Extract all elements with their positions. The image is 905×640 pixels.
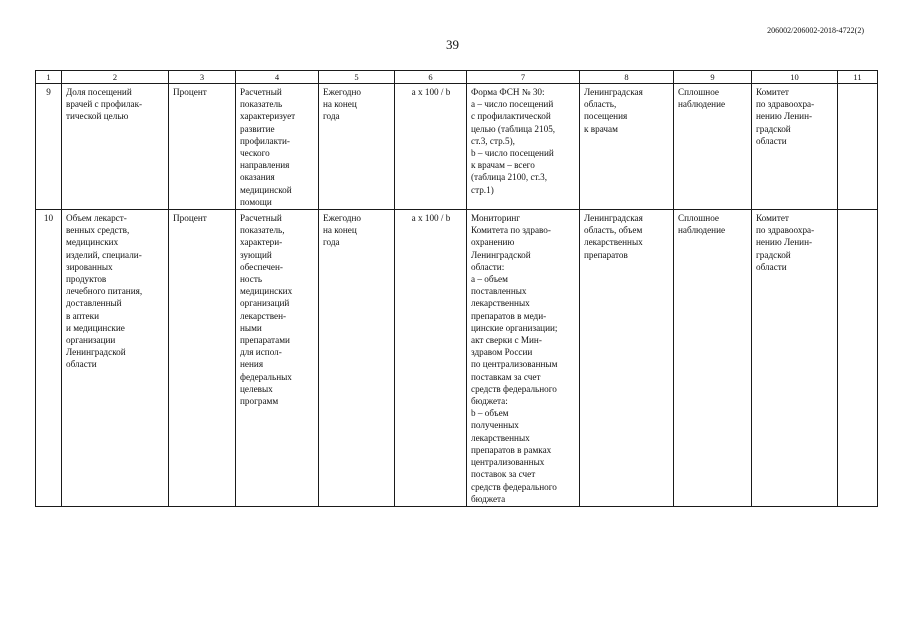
- cell-line: градской: [756, 249, 791, 260]
- cell-line: (таблица 2100, ст.3,: [471, 172, 548, 183]
- table-row: [36, 84, 878, 210]
- cell-line: области: [756, 135, 787, 146]
- cell-number: [36, 210, 62, 507]
- cell-indicator-name: [62, 84, 169, 210]
- cell-formula: [395, 84, 467, 210]
- cell-line: охранению: [471, 237, 515, 248]
- cell-line: область,: [584, 99, 617, 110]
- cell-line: бюджета:: [471, 396, 508, 407]
- cell-line: по здравоохра-: [756, 225, 815, 236]
- cell-definition: [236, 84, 319, 210]
- cell-line: характеризует: [240, 111, 296, 122]
- cell-line: Ленинградская: [584, 213, 643, 224]
- column-number-6: 6: [395, 71, 467, 84]
- cell-line: ными: [240, 322, 262, 333]
- cell-line: Сплошное: [678, 213, 719, 224]
- cell-line: в аптеки: [66, 310, 99, 321]
- cell-line: венных средств,: [66, 225, 130, 236]
- cell-line: a – объем: [471, 274, 508, 285]
- cell-line: ческого: [240, 148, 270, 159]
- column-number-row: [36, 71, 878, 84]
- cell-line: область, объем: [584, 225, 643, 236]
- cell-line: Мониторинг: [471, 213, 521, 224]
- cell-responsible: [752, 84, 838, 210]
- column-number-5: 5: [319, 71, 395, 84]
- cell-line: на конец: [323, 225, 357, 236]
- cell-definition: [236, 210, 319, 507]
- cell-line: профилакти-: [240, 135, 290, 146]
- cell-line: характери-: [240, 237, 283, 248]
- column-number-2: 2: [62, 71, 169, 84]
- cell-line: цинские организации;: [471, 322, 558, 333]
- cell-line: медицинской: [240, 184, 292, 195]
- cell-line: препаратами: [240, 335, 290, 346]
- indicator-table: [35, 70, 878, 507]
- cell-line: препаратов в меди-: [471, 310, 547, 321]
- cell-line: здравом России: [471, 347, 533, 358]
- cell-line: Ленинградской: [66, 347, 126, 358]
- cell-line: оказания: [240, 172, 275, 183]
- cell-indicator-name: [62, 210, 169, 507]
- column-number-10: 10: [752, 71, 838, 84]
- cell-line: Ежегодно: [323, 87, 361, 97]
- column-number-4: 4: [236, 71, 319, 84]
- cell-scope: [580, 210, 674, 507]
- cell-line: Расчетный: [240, 213, 282, 224]
- cell-line: года: [323, 237, 340, 248]
- cell-source: [467, 210, 580, 507]
- cell-line: медицинских: [66, 237, 119, 248]
- cell-line: a x 100 / b: [411, 213, 451, 224]
- cell-line: Форма ФСН № 30:: [471, 87, 545, 97]
- cell-line: ст.3, стр.5),: [471, 135, 515, 146]
- cell-line: организации: [66, 335, 116, 346]
- cell-line: Сплошное: [678, 87, 719, 97]
- column-number-7: 7: [467, 71, 580, 84]
- cell-line: Расчетный: [240, 87, 282, 97]
- cell-line: медицинских: [240, 286, 293, 297]
- cell-line: обеспечен-: [240, 261, 283, 272]
- column-number-11: 11: [838, 71, 878, 84]
- cell-line: продуктов: [66, 274, 107, 285]
- cell-formula: [395, 210, 467, 507]
- cell-line: зующий: [240, 249, 272, 260]
- cell-line: лекарственных: [471, 432, 530, 443]
- cell-line: стр.1): [471, 184, 494, 195]
- cell-line: целью (таблица 2105,: [471, 123, 556, 134]
- table-body: [36, 84, 878, 507]
- cell-line: 10: [43, 213, 54, 224]
- cell-responsible: [752, 210, 838, 507]
- cell-scope: [580, 84, 674, 210]
- cell-line: препаратов в рамках: [471, 444, 552, 455]
- table-row: [36, 210, 878, 507]
- cell-line: поставок за счет: [471, 469, 536, 480]
- cell-line: показатель: [240, 99, 283, 110]
- cell-line: акт сверки с Мин-: [471, 335, 542, 346]
- cell-line: лекарственных: [584, 237, 643, 248]
- cell-line: на конец: [323, 99, 357, 110]
- cell-line: нения: [240, 359, 264, 370]
- cell-method: [674, 84, 752, 210]
- page-number: 39: [446, 37, 459, 52]
- cell-line: помощи: [240, 196, 272, 207]
- cell-unit: [169, 210, 236, 507]
- cell-line: средств федерального: [471, 383, 557, 394]
- cell-periodicity: [319, 210, 395, 507]
- cell-line: b – число посещений: [471, 148, 554, 159]
- cell-line: поставкам за счет: [471, 371, 541, 382]
- cell-line: доставленный: [66, 298, 122, 309]
- cell-line: по централизованным: [471, 359, 558, 370]
- cell-line: врачей с профилак-: [66, 99, 143, 110]
- cell-line: показатель,: [240, 225, 285, 236]
- cell-line: года: [323, 111, 340, 122]
- cell-line: зированных: [66, 261, 113, 272]
- cell-line: поставленных: [471, 286, 527, 297]
- cell-line: тической целью: [66, 111, 129, 122]
- cell-line: Ежегодно: [323, 213, 361, 224]
- cell-line: по здравоохра-: [756, 99, 815, 110]
- cell-line: Процент: [173, 87, 207, 97]
- cell-extra: [838, 84, 878, 210]
- cell-line: Объем лекарст-: [66, 213, 127, 224]
- cell-line: Ленинградской: [471, 249, 531, 260]
- column-number-1: 1: [36, 71, 62, 84]
- cell-number: [36, 84, 62, 210]
- cell-method: [674, 210, 752, 507]
- cell-line: развитие: [240, 123, 275, 134]
- cell-line: и медицинские: [66, 322, 125, 333]
- cell-line: нению Ленин-: [756, 111, 813, 122]
- cell-line: области: [756, 261, 787, 272]
- cell-line: a – число посещений: [471, 99, 554, 110]
- document-id: 206002/206002-2018-4722(2): [767, 26, 864, 35]
- cell-line: посещения: [584, 111, 628, 122]
- cell-line: лечебного питания,: [66, 286, 143, 297]
- cell-line: бюджета: [471, 493, 506, 504]
- cell-line: градской: [756, 123, 791, 134]
- cell-extra: [838, 210, 878, 507]
- cell-line: наблюдение: [678, 225, 726, 236]
- cell-unit: [169, 84, 236, 210]
- cell-line: средств федерального: [471, 481, 557, 492]
- cell-line: области: [66, 359, 97, 370]
- cell-line: к врачам – всего: [471, 160, 535, 171]
- cell-line: препаратов: [584, 249, 628, 260]
- cell-line: лекарствен-: [240, 310, 287, 321]
- cell-line: организаций: [240, 298, 290, 309]
- cell-line: для испол-: [240, 347, 282, 358]
- cell-line: наблюдение: [678, 99, 726, 110]
- cell-line: Доля посещений: [66, 87, 132, 97]
- column-number-3: 3: [169, 71, 236, 84]
- cell-line: Процент: [173, 213, 207, 224]
- cell-line: Комитет: [756, 87, 789, 97]
- cell-line: Комитета по здраво-: [471, 225, 551, 236]
- cell-line: нению Ленин-: [756, 237, 813, 248]
- cell-line: федеральных: [240, 371, 292, 382]
- cell-line: программ: [240, 396, 279, 407]
- cell-line: централизованных: [471, 457, 545, 468]
- cell-line: ность: [240, 274, 263, 285]
- cell-line: Комитет: [756, 213, 789, 224]
- cell-line: a x 100 / b: [411, 87, 451, 97]
- cell-line: с профилактической: [471, 111, 551, 122]
- cell-line: направления: [240, 160, 290, 171]
- cell-line: целевых: [240, 383, 273, 394]
- cell-line: Ленинградская: [584, 87, 643, 97]
- cell-line: области:: [471, 261, 505, 272]
- cell-periodicity: [319, 84, 395, 210]
- column-number-8: 8: [580, 71, 674, 84]
- cell-line: лекарственных: [471, 298, 530, 309]
- cell-source: [467, 84, 580, 210]
- column-number-9: 9: [674, 71, 752, 84]
- cell-line: b – объем: [471, 408, 509, 419]
- cell-line: 9: [46, 87, 51, 97]
- cell-line: полученных: [471, 420, 519, 431]
- cell-line: изделий, специали-: [66, 249, 142, 260]
- cell-line: к врачам: [584, 123, 618, 134]
